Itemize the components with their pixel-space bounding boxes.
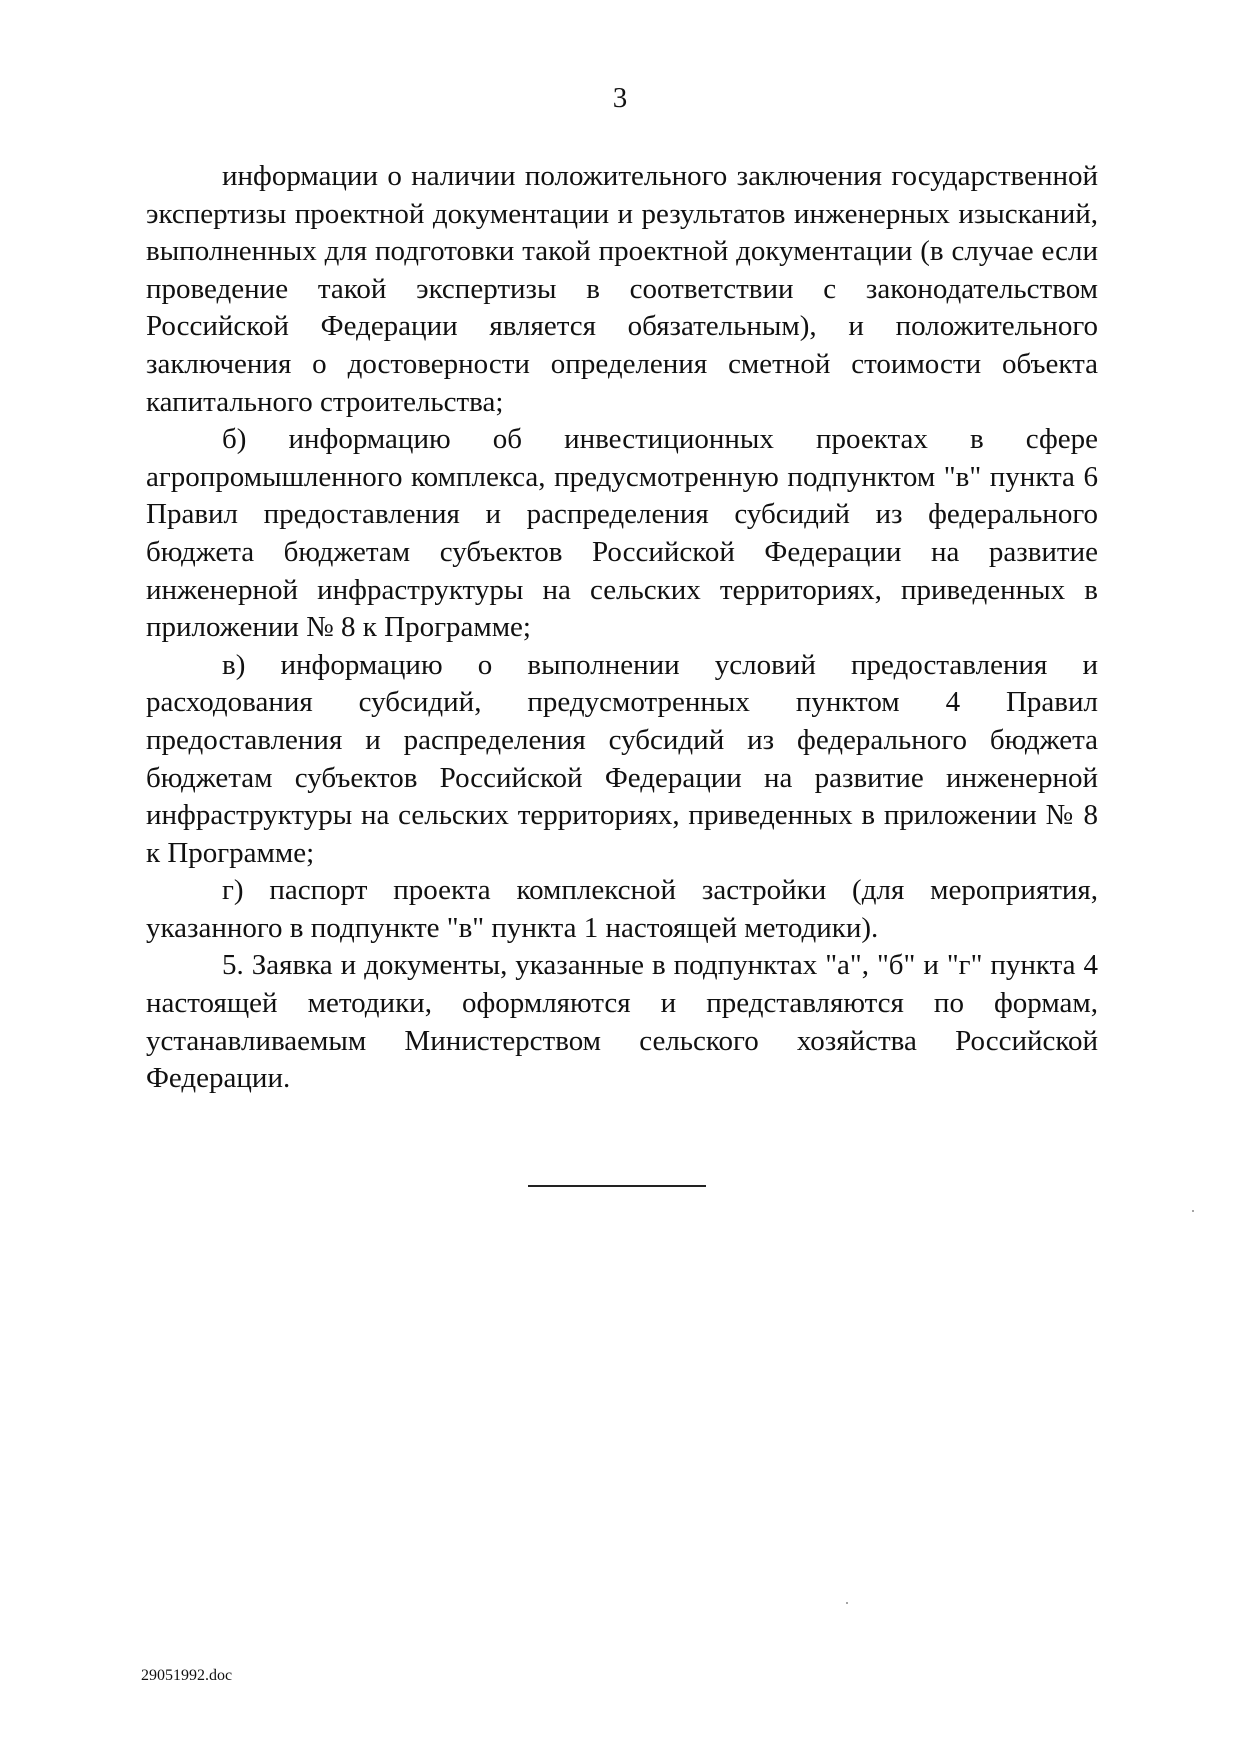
paragraph-subitem-g: г) паспорт проекта комплексной застройки (для мероприятия, указанного в подпункте "в" пункта 1 настоящей методики). — [146, 874, 1098, 944]
document-body — [146, 158, 1098, 1098]
scan-speck — [1192, 1210, 1194, 1212]
paragraph-item-5: 5. Заявка и документы, указанные в подпунктах "а", "б" и "г" пункта 4 настоящей методики, оформляются и представляются по формам, устанавливаемым Министерством сельского хозяйства Российской Федерации. — [146, 949, 1098, 1095]
paragraph-subitem-b: б) информацию об инвестиционных проектах в сфере агропромышленного комплекса, предусмотренную подпунктом "в" пункта 6 Правил предоставления и распределения субсидий из федерального бюджета бюджетам субъектов Российской Федерации на развитие инженерной инфраструктуры на сельских территориях, приведенных в приложении № 8 к Программе; — [146, 423, 1098, 644]
paragraph-subitem-v: в) информацию о выполнении условий предоставления и расходования субсидий, предусмотренных пунктом 4 Правил предоставления и распределения субсидий из федерального бюджета бюджетам субъектов Российской Федерации на развитие инженерной инфраструктуры на сельских территориях, приведенных в приложении № 8 к Программе; — [146, 648, 1098, 869]
page-number: 3 — [612, 82, 628, 114]
file-name-label: 29051992.doc — [141, 1667, 233, 1684]
scan-speck — [846, 1602, 848, 1604]
paragraph-continuation: информации о наличии положительного заключения государственной экспертизы проектной документации и результатов инженерных изысканий, выполненных для подготовки такой проектной документации (в случае если проведение такой экспертизы в соответствии с законодательством Российской Федерации является обязательным), и положительного заключения о достоверности определения сметной стоимости объекта капитального строительства; — [146, 160, 1098, 418]
closing-rule — [528, 1185, 706, 1187]
